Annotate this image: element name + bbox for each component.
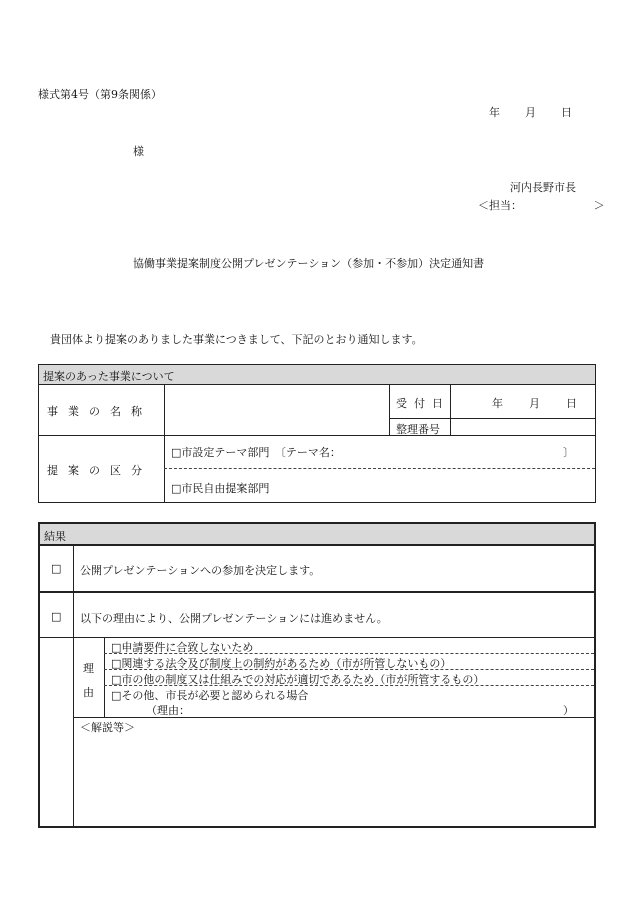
date-month-label: 月 — [525, 106, 536, 119]
proposal-category-label: 提案の区分 — [47, 464, 152, 477]
reason-option[interactable]: □申請要件に合致しないため — [111, 641, 254, 654]
row-divider — [40, 591, 594, 593]
date-day-label: 日 — [561, 106, 572, 119]
contact-person: ＜担当： ＞ — [478, 199, 605, 212]
row-divider — [389, 418, 595, 419]
form-number: 様式第4号（第9条関係） — [38, 88, 162, 101]
receipt-month: 月 — [529, 397, 540, 410]
participate-checkbox[interactable]: □ — [51, 562, 62, 575]
proposal-table — [38, 364, 596, 503]
column-divider — [73, 546, 74, 826]
reason-label-divider — [104, 637, 105, 717]
project-name-field[interactable] — [166, 387, 387, 433]
result-section-header — [40, 524, 594, 546]
reason-option[interactable]: □その他、市長が必要と認められる場合 — [111, 689, 309, 702]
row-divider — [40, 637, 594, 638]
column-divider — [389, 385, 390, 436]
commentary-label: ＜解説等＞ — [80, 721, 135, 734]
commentary-field[interactable] — [75, 734, 593, 824]
reason-detail-open: （理由： — [146, 704, 190, 717]
decline-checkbox[interactable]: □ — [51, 610, 62, 623]
proposal-section-header-label: 提案のあった事業について — [43, 370, 175, 383]
receipt-day: 日 — [566, 397, 577, 410]
row-divider-dashed — [164, 468, 595, 469]
receipt-date-label: 受付日 — [396, 397, 450, 410]
serial-number-field[interactable] — [452, 420, 594, 434]
reason-option[interactable]: □関連する法令及び制度上の制約があるため（市が所管しないもの） — [111, 657, 452, 670]
column-divider — [164, 385, 165, 502]
addressee-suffix: 様 — [133, 145, 144, 158]
document-title: 協働事業提案制度公開プレゼンテーション（参加・不参加）決定通知書 — [133, 257, 485, 270]
row-divider — [39, 435, 595, 436]
decision-participate: 公開プレゼンテーションへの参加を決定します。 — [80, 564, 321, 577]
receipt-year: 年 — [492, 397, 503, 410]
intro-text: 貴団体より提案のありました事業につきまして、下記のとおり通知します。 — [50, 333, 423, 346]
date-year-label: 年 — [489, 106, 500, 119]
column-divider — [450, 385, 451, 436]
project-name-label: 事業の名称 — [47, 405, 152, 418]
serial-number-label: 整理番号 — [396, 423, 440, 436]
proposal-section-header — [39, 365, 595, 385]
option-theme-category[interactable]: □市設定テーマ部門 〔テーマ名： — [171, 446, 341, 459]
reason-option[interactable]: □市の他の制度又は仕組みでの対応が適切であるため（市が所管するもの） — [111, 673, 485, 686]
option-free-category[interactable]: □市民自由提案部門 — [171, 482, 270, 495]
result-table — [38, 522, 596, 828]
reason-detail-close: ） — [563, 704, 574, 717]
result-section-header-label: 結果 — [44, 530, 66, 543]
decision-decline: 以下の理由により、公開プレゼンテーションには進めません。 — [80, 612, 388, 625]
sender-name: 河内長野市長 — [510, 181, 576, 194]
reason-label-char-2: 由 — [83, 686, 94, 699]
theme-bracket-close: 〕 — [563, 446, 574, 459]
reason-label-char-1: 理 — [83, 662, 94, 675]
